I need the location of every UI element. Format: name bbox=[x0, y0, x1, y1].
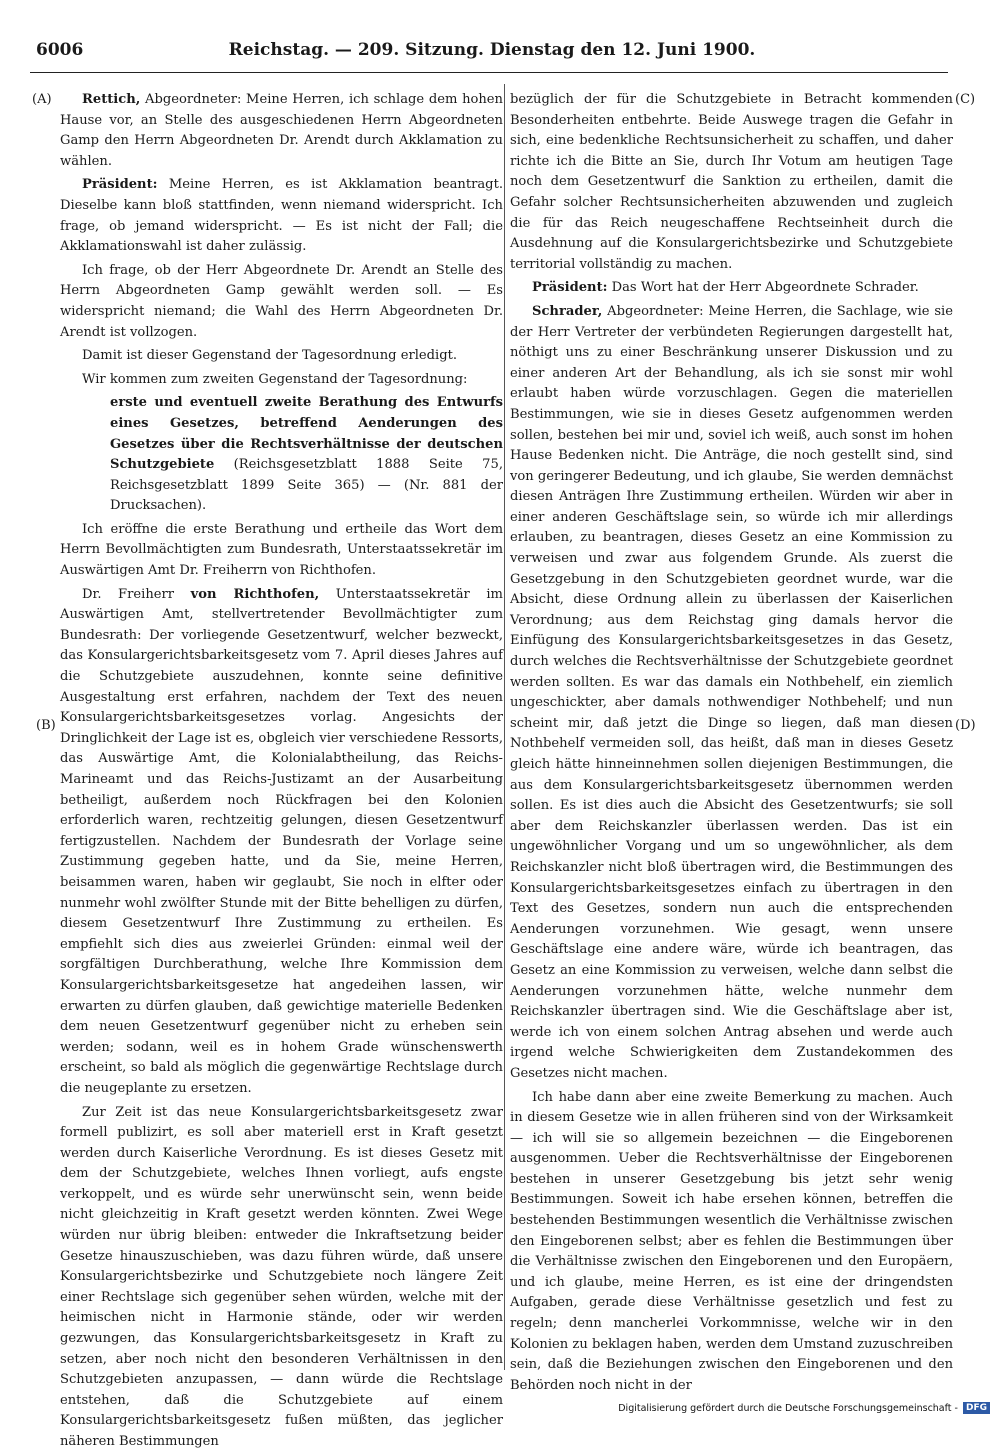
margin-mark-a: (A) bbox=[32, 92, 52, 107]
right-column bbox=[510, 90, 953, 1393]
left-column bbox=[60, 90, 503, 1449]
paragraph bbox=[60, 585, 503, 1100]
paragraph: Ich habe dann aber eine zweite Bemerkung zu machen. Auch in diesem Gesetze wie in allen früheren sind von der Wirksamkeit — ich will sie so allgemein bezeichnen — die Eingeborenen ausgenommen. Ueber die Rechtsverhältnisse der Eingeborenen bestehen in unserer Gesetzgebung bis jetzt sehr wenig Bestimmungen. Soweit ich habe ersehen können, betreffen die bestehenden Bestimmungen wesentlich die Verhältnisse zwischen den Eingeborenen selbst; aber es fehlen die Bestimmungen über die Verhältnisse zwischen den Eingeborenen und den Europäern, und ich glaube, meine Herren, es ist eine der dringendsten Aufgaben, gerade diese Verhältnisse gesetzlich und fest zu regeln; denn mancherlei Vorkommnisse, welche wir in den Kolonien zu beklagen haben, werden dem Umstand zuzuschreiben sein, daß die Beziehungen zwischen den Eingeborenen und den Behörden noch nicht in der bbox=[510, 1089, 953, 1393]
paragraph: Damit ist dieser Gegenstand der Tagesordnung erledigt. bbox=[82, 348, 458, 364]
running-head: Reichstag. — 209. Sitzung. Dienstag den 12. Juni 1900. bbox=[228, 40, 756, 60]
paragraph bbox=[510, 302, 953, 1085]
speaker-name: von Richthofen, bbox=[190, 586, 320, 602]
paragraph: Ich eröffne die erste Berathung und ertheile das Wort dem Herrn Bevollmächtigten zum Bundesrath, Unterstaatssekretär im Auswärtigen Amt Dr. Freiherrn von Richthofen. bbox=[60, 521, 503, 579]
page-header bbox=[36, 40, 948, 70]
credit-text: Digitalisierung gefördert durch die Deutsche Forschungsgemeinschaft - bbox=[618, 1402, 958, 1414]
paragraph-text: Abgeordneter: Meine Herren, ich schlage dem hohen Hause vor, an Stelle des ausgeschiedenen Herrn Abgeordneten Gamp den Herrn Abgeordneten Dr. Arendt durch Akklamation zu wählen. bbox=[60, 92, 503, 169]
paragraph bbox=[510, 278, 953, 299]
agenda-item-title: erste und eventuell zweite Berathung des Entwurfs eines Gesetzes, betreffend Aenderungen des Gesetzes über die Rechtsverhältnisse der deutschen Schutzgebiete bbox=[110, 395, 503, 473]
paragraph-text: Meine Herren, es ist Akklamation beantragt. Dieselbe kann bloß stattfinden, wenn niemand widerspricht. Ich frage, ob jemand widerspricht. — Es ist nicht der Fall; die Akklamationswahl ist daher zulässig. bbox=[60, 177, 503, 255]
paragraph-text: Abgeordneter: Meine Herren, die Sachlage, wie sie der Herr Vertreter der verbündeten Regierungen dargestellt hat, nöthigt uns zu einer Beschränkung unserer Diskussion und zu einer anderen Art der Behandlung, als ich sie sonst mir wohl erlaubt haben würde vorzuschlagen. Gegen die materiellen Bestimmungen, wie sie in dieses Gesetz aufgenommen werden sollen, bestehen bei mir und, soviel ich weiß, auch sonst im hohen Hause Bedenken nicht. Die Anträge, die noch gestellt sind, sind von geringerer Bedeutung, und ich glaube, Sie werden demnächst diesen Anträgen Ihre Zustimmung ertheilen. Würden wir aber in einer anderen Geschäftslage sein, so würde ich mir allerdings erlauben, zu beantragen, dieses Gesetz an eine Kommission zu verweisen und zwar aus folgendem Grunde. Als zuerst die Gesetzgebung in den Schutzgebieten geordnet wurde, war die Absicht, diese Ordnung allein zu überlassen der Kaiserlichen Verordnung; aus dem Reichstag ging damals hervor die Einfügung des Konsulargerichtsbarkeitsgesetzes in das Gesetz, durch welches die Rechtsverhältnisse der Schutzgebiete geordnet werden sollten. Es war das damals ein Nothbehelf, ein ziemlich ungeschickter, aber damals nothwendiger Nothbehelf; und nun scheint mir, daß jetzt die Dinge so liegen, daß man diesen Nothbehelf vermeiden soll, das heißt, daß man in dieses Gesetz gleich hätte hinneinnehmen sollen diejenigen Bestimmungen, die aus dem Konsulargerichtsbarkeitsgesetz übernommen werden sollen. Es ist dies auch die Absicht des Gesetzentwurfs; sie soll aber dem Reichskanzler überlassen werden. Das ist ein ungewöhnlicher Vorgang und um so ungewöhnlicher, als dem Reichskanzler nicht bloß übertragen wird, die Bestimmungen des Konsulargerichtsbarkeitsgesetzes einfach zu übertragen in den Text des Gesetzes, sondern nun auch die entsprechenden Aenderungen vorzunehmen. Wie gesagt, wenn unsere Geschäftslage eine andere wäre, würde ich beantragen, das Gesetz an eine Kommission zu verweisen, welche dann selbst die Aenderungen vorzunehmen hätte, welche nunmehr dem Reichskanzler übertragen sind. Wie die Geschäftslage aber ist, werde ich von einem solchen Antrag absehen und werde auch irgend welche Schwierigkeiten dem Zustandekommen des Gesetzes nicht machen. bbox=[510, 303, 953, 1081]
paragraph bbox=[60, 90, 503, 172]
margin-mark-c: (C) bbox=[955, 92, 976, 107]
speaker-name: Präsident: bbox=[82, 177, 158, 193]
header-rule bbox=[30, 72, 948, 73]
speaker-name: Rettich, bbox=[82, 92, 141, 107]
speaker-name: Präsident: bbox=[532, 280, 608, 296]
paragraph: Ich frage, ob der Herr Abgeordnete Dr. Arendt an Stelle des Herrn Abgeordneten Gamp gewählt werden soll. — Es widerspricht niemand; die Wahl des Herrn Abgeordneten Dr. Arendt ist vollzogen. bbox=[60, 262, 503, 340]
margin-mark-d: (D) bbox=[955, 718, 976, 733]
agenda-item-reference: (Reichsgesetzblatt 1888 Seite 75, Reichsgesetzblatt 1899 Seite 365) — (Nr. 881 der Drucksachen). bbox=[110, 457, 503, 514]
paragraph bbox=[60, 175, 503, 257]
paragraph-text: Das Wort hat der Herr Abgeordnete Schrader. bbox=[607, 280, 919, 296]
paragraph: bezüglich der für die Schutzgebiete in Betracht kommenden Besonderheiten entbehrte. Beide Auswege tragen die Gefahr in sich, eine bedenkliche Rechtsunsicherheit zu schaffen, und daher richte ich die Bitte an Sie, durch Ihr Votum am heutigen Tage noch dem Gesetzentwurf die Sanktion zu ertheilen, damit die Gefahr solcher Rechtsunsicherheiten abzuwenden und zugleich die für das Reich neugeschaffene Rechtseinheit durch die Ausdehnung auf die Konsulargerichtsbezirke und Schutzgebiete territorial vollständig zu machen. bbox=[510, 92, 953, 272]
column-divider bbox=[504, 84, 505, 1370]
page-number: 6006 bbox=[36, 40, 84, 60]
paragraph: Zur Zeit ist das neue Konsulargerichtsbarkeitsgesetz zwar formell publizirt, es soll aber materiell erst in Kraft gesetzt werden durch Kaiserliche Verordnung. Es ist dieses Gesetz mit dem der Schutzgebiete, welches Ihnen vorliegt, aufs engste verkoppelt, und es würde sehr unerwünscht sein, wenn beide nicht gleichzeitig in Kraft gesetzt werden könnten. Zwei Wege würden nur übrig bleiben: entweder die Inkraftsetzung beider Gesetze hinauszuschieben, was dazu führen würde, daß unsere Konsulargerichtsbezirke und Schutzgebiete noch längere Zeit einer Rechtslage sich gegenüber sehen würden, welche mit der heimischen nicht in Harmonie stände, oder wir werden gezwungen, das Konsulargerichtsbarkeitsgesetz in Kraft zu setzen, aber noch nicht den besonderen Verhältnissen in den Schutzgebieten anzupassen, — dann würde die Rechtslage entstehen, daß die Schutzgebiete auf einem Konsulargerichtsbarkeitsgesetz fußen müßten, das jeglicher näheren Bestimmungen bbox=[60, 1104, 503, 1449]
paragraph: Wir kommen zum zweiten Gegenstand der Tagesordnung: bbox=[82, 371, 468, 387]
speaker-prefix: Dr. Freiherr bbox=[82, 586, 191, 602]
paragraph-text: Unterstaatssekretär im Auswärtigen Amt, stellvertretender Bevollmächtigter zum Bundesrath: Der vorliegende Gesetzentwurf, welcher bezweckt, das Konsulargerichtsbarkeitsgesetz vom 7. April dieses Jahres auf die Schutzgebiete auszudehnen, konnte seine definitive Ausgestaltung erst erfahren, nachdem der Text des neuen Konsulargerichtsbarkeitsgesetzes vorlag. Angesichts der Dringlichkeit der Lage ist es, obgleich vier verschiedene Ressorts, das Auswärtige Amt, die Kolonialabtheilung, das Reichs-Marineamt und das Reichs-Justizamt an der Ausarbeitung betheiligt, außerdem noch Rückfragen bei den Kolonien erforderlich waren, rechtzeitig gelungen, diesen Gesetzentwurf fertigzustellen. Nachdem der Bundesrath der Vorlage seine Zustimmung gegeben hatte, und da Sie, meine Herren, beisammen waren, haben wir geglaubt, Sie noch in elfter oder nunmehr wohl zwölfter Stunde mit der Bitte behelligen zu dürfen, diesem Gesetzentwurf Ihre Zustimmung zu ertheilen. Es empfiehlt sich dies aus zweierlei Gründen: einmal weil der sorgfältigen Durchberathung, welche Ihre Kommission dem Konsulargerichtsbarkeitsgesetze hat angedeihen lassen, wir erwarten zu dürfen glauben, daß gewichtige materielle Bedenken dem neuen Gesetzentwurf gegenüber nicht zu erheben sein werden; sodann, weil es in hohem Grade wünschenswerth erscheint, so bald als möglich die gegenwärtige Rechtslage durch die neugeplante zu ersetzen. bbox=[60, 586, 503, 1096]
dfg-logo: DFG bbox=[963, 1402, 990, 1414]
margin-mark-b: (B) bbox=[36, 718, 56, 733]
agenda-item bbox=[110, 393, 503, 517]
speaker-name: Schrader, bbox=[532, 303, 603, 319]
digitization-credit bbox=[618, 1402, 990, 1414]
